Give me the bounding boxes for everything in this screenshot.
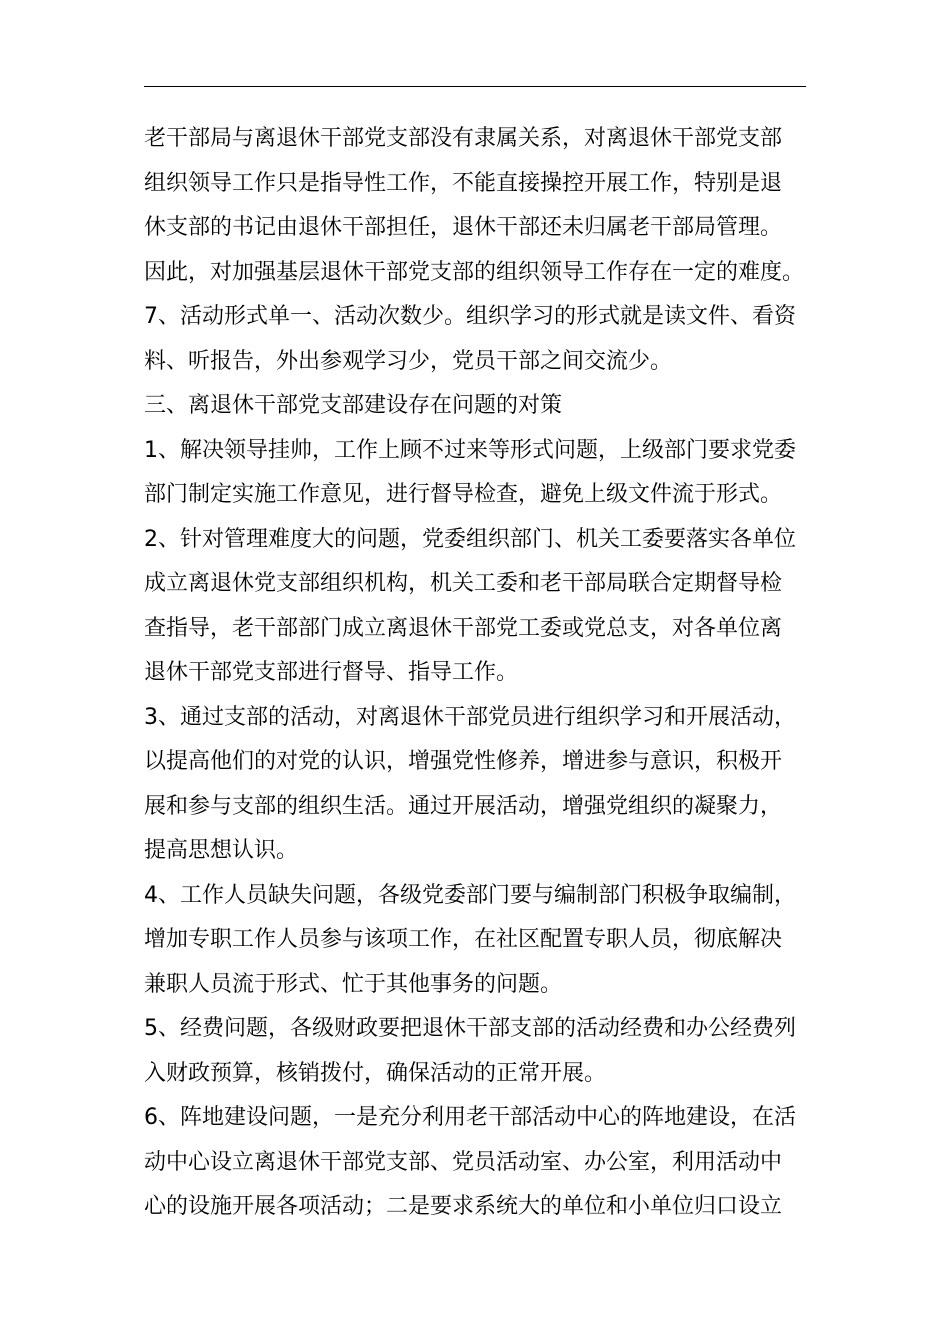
text-line: 入财政预算，核销拨付，确保活动的正常开展。	[144, 1060, 607, 1086]
text-line: 提高思想认识。	[144, 838, 299, 863]
text-line: 4、工作人员缺失问题，各级党委部门要与编制部门积极争取编制，	[144, 882, 796, 908]
section-heading: 三、离退休干部党支部建设存在问题的对策	[144, 393, 563, 418]
text-line: 退休干部党支部进行督导、指导工作。	[144, 660, 519, 685]
text-line: 老干部局与离退休干部党支部没有隶属关系，对离退休干部党支部	[144, 126, 783, 151]
text-line: 3、通过支部的活动，对离退休干部党员进行组织学习和开展活动，	[144, 704, 796, 730]
text-line: 休支部的书记由退休干部担任，退休干部还未归属老干部局管理。	[144, 215, 783, 240]
header-rule	[144, 86, 806, 87]
text-line: 2、针对管理难度大的问题，党委组织部门、机关工委要落实各单位	[144, 526, 796, 552]
text-line: 5、经费问题，各级财政要把退休干部支部的活动经费和办公经费列	[144, 1016, 796, 1041]
text-line: 心的设施开展各项活动；二是要求系统大的单位和小单位归口设立	[144, 1194, 783, 1219]
text-line: 展和参与支部的组织生活。通过开展活动，增强党组织的凝聚力，	[144, 793, 783, 819]
text-line: 组织领导工作只是指导性工作，不能直接操控开展工作，特别是退	[144, 170, 783, 196]
text-line: 料、听报告，外出参观学习少，党员干部之间交流少。	[144, 348, 673, 374]
text-line: 6、阵地建设问题，一是充分利用老干部活动中心的阵地建设，在活	[144, 1105, 796, 1130]
text-line: 因此，对加强基层退休干部党支部的组织领导工作存在一定的难度。	[144, 259, 805, 285]
text-line: 部门制定实施工作意见，进行督导检查，避免上级文件流于形式。	[144, 482, 783, 507]
text-line: 兼职人员流于形式、忙于其他事务的问题。	[144, 971, 563, 997]
text-line: 以提高他们的对党的认识，增强党性修养，增进参与意识，积极开	[144, 749, 783, 774]
text-line: 查指导，老干部部门成立离退休干部党工委或党总支，对各单位离	[144, 615, 783, 641]
text-line: 7、活动形式单一、活动次数少。组织学习的形式就是读文件、看资	[144, 304, 796, 329]
text-line: 动中心设立离退休干部党支部、党员活动室、办公室，利用活动中	[144, 1149, 783, 1175]
text-line: 1、解决领导挂帅，工作上顾不过来等形式问题，上级部门要求党委	[144, 437, 796, 463]
text-line: 成立离退休党支部组织机构，机关工委和老干部局联合定期督导检	[144, 571, 783, 596]
document-body	[144, 117, 806, 1230]
text-line: 增加专职工作人员参与该项工作，在社区配置专职人员，彻底解决	[144, 927, 783, 952]
